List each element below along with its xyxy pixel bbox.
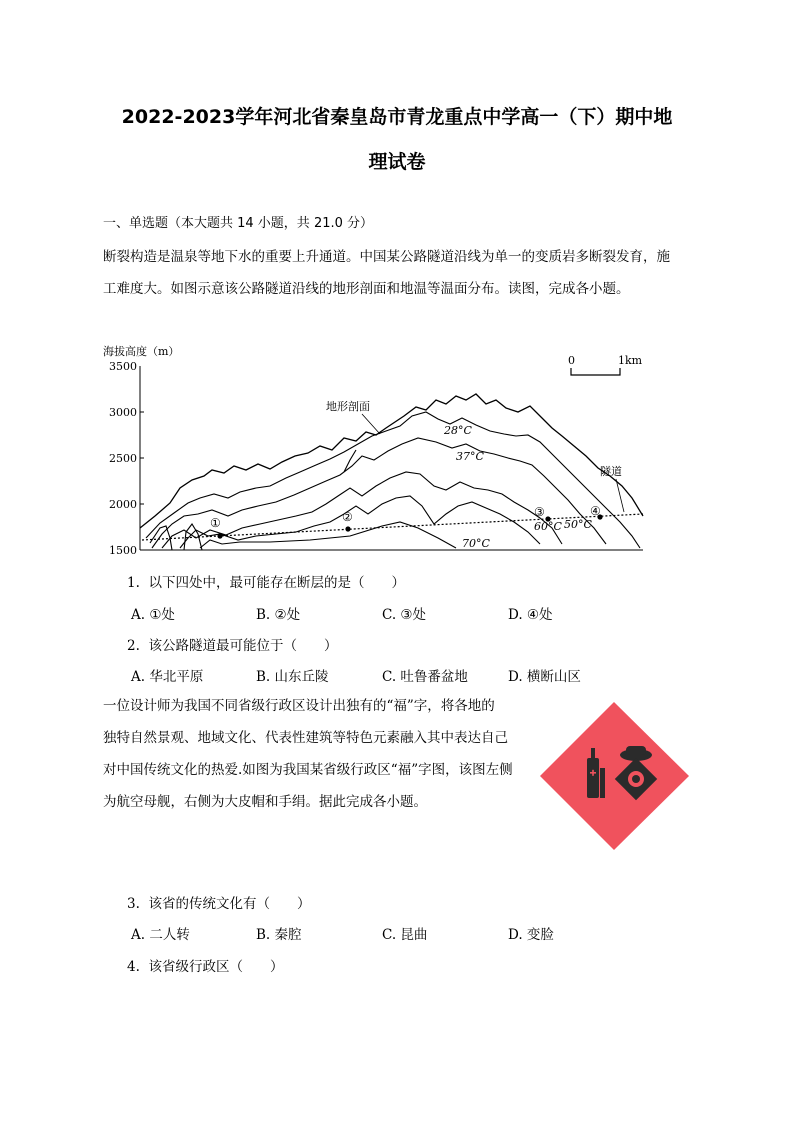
q1-option-a[interactable]: A. ①处	[131, 607, 175, 623]
point-2	[345, 526, 350, 531]
intro2-line-4: 为航空母舰，右侧为大皮帽和手绢。据此完成各小题。	[103, 794, 427, 810]
title-line-2: 理试卷	[368, 151, 426, 173]
point-1-label: ①	[210, 516, 221, 530]
q2-option-c[interactable]: C. 吐鲁番盆地	[382, 669, 468, 685]
y-tick-2500: 2500	[109, 452, 137, 465]
q1-option-b[interactable]: B. ②处	[256, 607, 301, 623]
question-4-number: 4.	[127, 959, 140, 975]
question-1	[127, 571, 405, 591]
y-tick-1500: 1500	[109, 544, 137, 557]
title-line-1: 2022-2023学年河北省秦皇岛市青龙重点中学高一（下）期中地	[121, 106, 673, 128]
point-4-label: ④	[590, 504, 601, 518]
fu-character-image	[538, 700, 691, 852]
q3-option-d[interactable]: D. 变脸	[508, 927, 554, 943]
q3-option-c[interactable]: C. 昆曲	[382, 927, 428, 943]
q1-option-c[interactable]: C. ③处	[382, 607, 427, 623]
y-tick-3500: 3500	[109, 360, 137, 373]
label-28c: 28°C	[444, 424, 472, 437]
y-tick-3000: 3000	[109, 406, 137, 419]
point-2-label: ②	[342, 510, 353, 524]
q2-option-a[interactable]: A. 华北平原	[131, 669, 204, 685]
carrier-mast-icon	[591, 748, 595, 758]
terrain-profile-figure	[100, 338, 660, 558]
intro2-line-1: 一位设计师为我国不同省级行政区设计出独有的“福”字，将各地的	[103, 698, 495, 714]
svg-text:0: 0	[568, 354, 575, 367]
intro2-line-3: 对中国传统文化的热爱.如图为我国某省级行政区“福”字图，该图左侧	[103, 762, 513, 778]
label-tunnel: 隧道	[600, 465, 622, 478]
label-70c: 70°C	[462, 537, 490, 550]
paper-title	[60, 95, 734, 185]
q3-option-b[interactable]: B. 秦腔	[256, 927, 302, 943]
question-3-number: 3.	[127, 896, 140, 912]
point-1	[217, 533, 222, 538]
intro1-line-2: 工难度大。如图示意该公路隧道沿线的地形剖面和地温等温面分布。读图，完成各小题。	[103, 281, 630, 297]
scale-bar	[568, 354, 643, 375]
terrain-surface-line	[140, 394, 643, 528]
label-37c: 37°C	[456, 450, 484, 463]
svg-text:1km: 1km	[618, 354, 643, 367]
label-60c: 60°C	[534, 520, 562, 533]
question-3-text: 该省的传统文化有（ ）	[148, 896, 311, 912]
y-tick-2000: 2000	[109, 498, 137, 511]
question-4-text: 该省级行政区（ ）	[148, 959, 284, 975]
aircraft-carrier-icon	[587, 758, 599, 798]
intro-passage-1	[103, 241, 695, 305]
intro1-line-1: 断裂构造是温泉等地下水的重要上升通道。中国某公路隧道沿线为单一的变质岩多断裂发育，施	[103, 249, 670, 265]
question-2-number: 2.	[127, 638, 140, 654]
label-50c: 50°C	[564, 518, 592, 531]
label-terrain-profile: 地形剖面	[326, 400, 370, 413]
intro-passage-2	[103, 690, 528, 818]
q3-option-a[interactable]: A. 二人转	[131, 927, 190, 943]
q2-option-d[interactable]: D. 横断山区	[508, 669, 581, 685]
question-2-text: 该公路隧道最可能位于（ ）	[148, 638, 338, 654]
question-1-number: 1.	[127, 575, 140, 591]
question-3	[127, 892, 310, 912]
q1-option-d[interactable]: D. ④处	[508, 607, 553, 623]
question-4	[127, 955, 283, 975]
intro2-line-2: 独特自然景观、地域文化、代表性建筑等特色元素融入其中表达自己	[103, 730, 508, 746]
section-heading: 一、单选题（本大题共 14 小题，共 21.0 分）	[103, 216, 374, 231]
q2-option-b[interactable]: B. 山东丘陵	[256, 669, 329, 685]
point-3-label: ③	[534, 505, 545, 519]
y-axis-label: 海拔高度（m）	[103, 345, 180, 358]
question-2	[127, 634, 337, 654]
question-1-text: 以下四处中，最可能存在断层的是（ ）	[148, 575, 405, 591]
